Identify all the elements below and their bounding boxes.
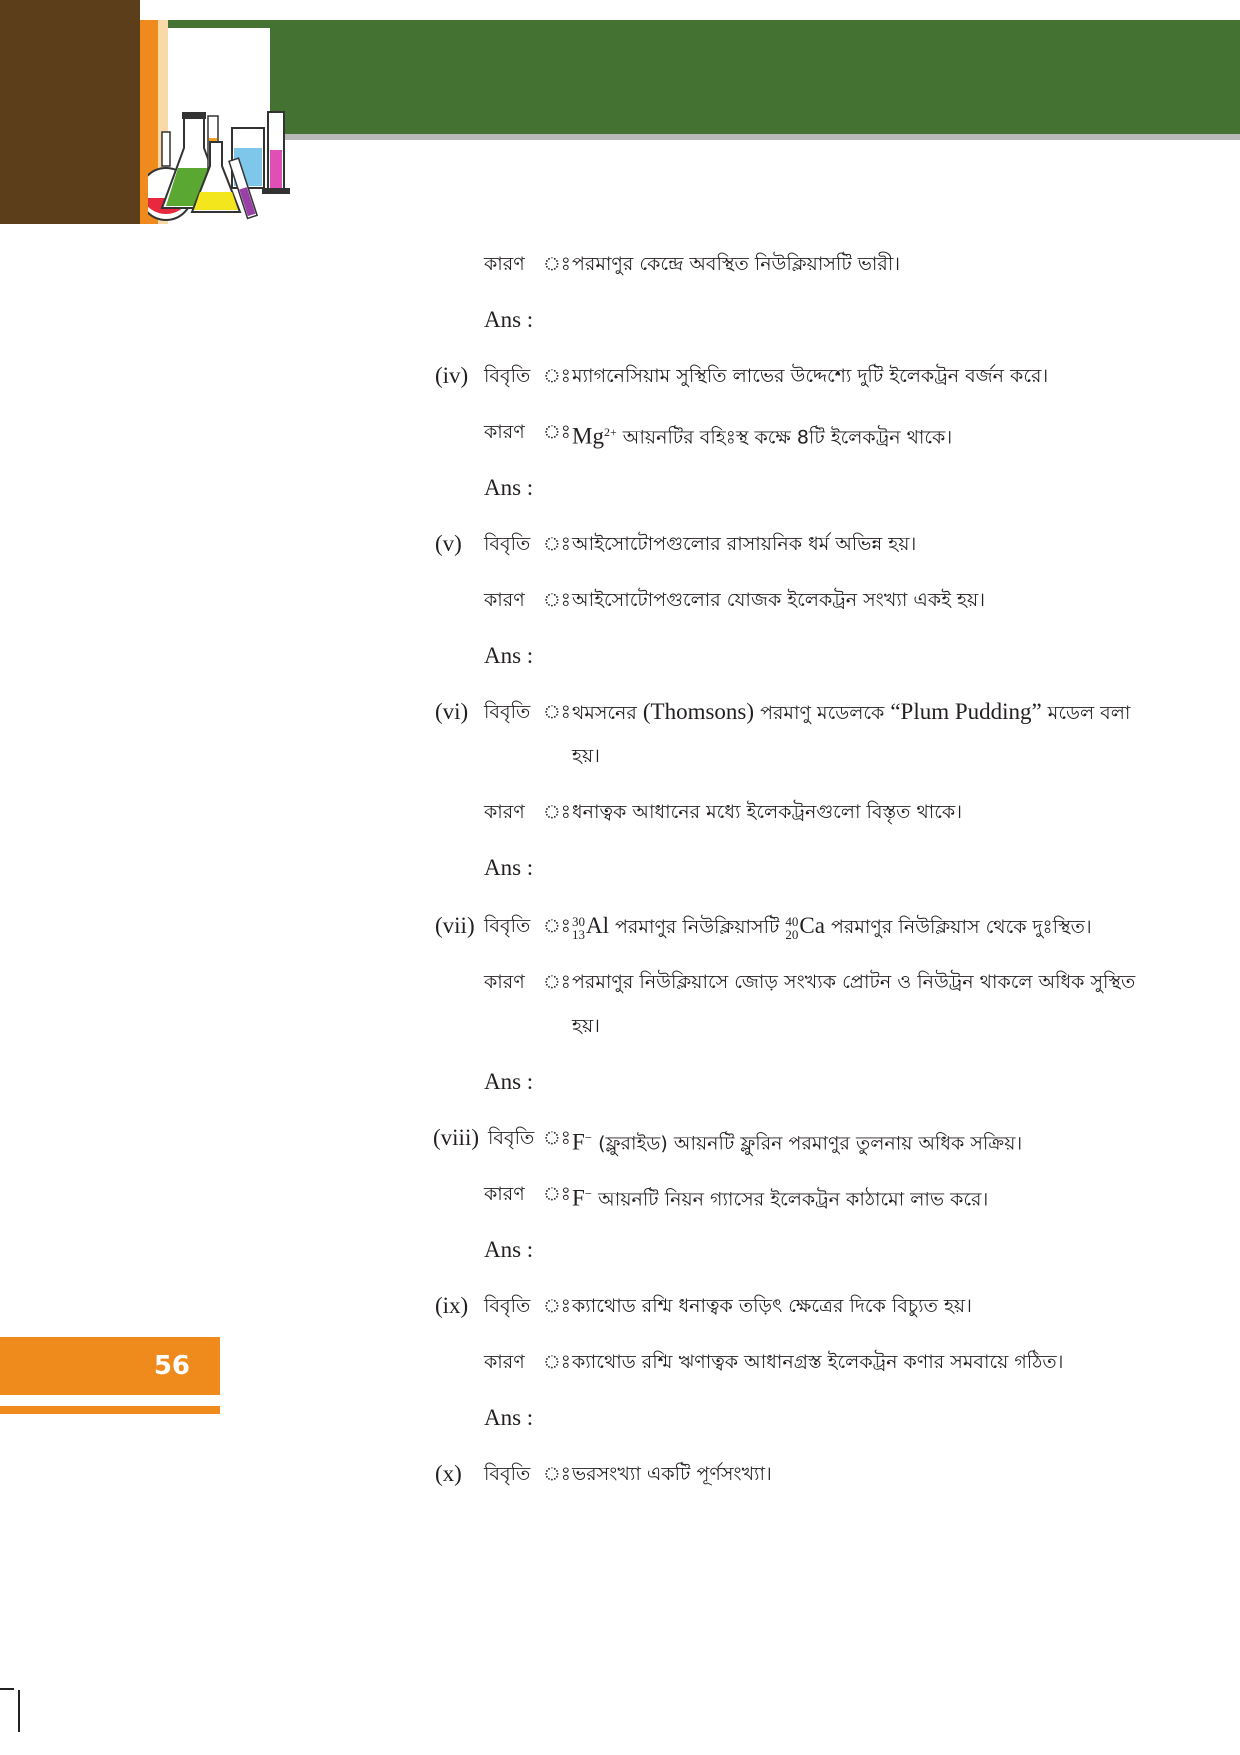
separator: ঃ: [543, 1183, 571, 1205]
item-vi-answer: [0, 848, 1240, 888]
statement-text: ভরসংখ্যা একটি পূর্ণসংখ্যা।: [572, 1463, 772, 1485]
reason-text: আইসোটোপগুলোর যোজক ইলেকট্রন সংখ্যা একই হয়।: [572, 589, 986, 611]
ion-symbol: F: [572, 1129, 585, 1155]
statement-latin: “Plum Pudding”: [890, 699, 1042, 724]
item-number: (viii): [433, 1125, 479, 1150]
statement-label: বিবৃতি: [484, 365, 531, 387]
separator: ঃ: [543, 421, 571, 443]
reason-text: [572, 1174, 988, 1219]
item-number: (x): [435, 1461, 462, 1486]
isotope-numbers: [785, 915, 798, 941]
page-number: 56: [153, 1351, 190, 1381]
separator: ঃ: [543, 1351, 571, 1373]
item-viii-reason: [0, 1174, 1240, 1214]
isotope-numbers: [572, 915, 585, 941]
reason-text: ধনাত্বক আধানের মধ্যে ইলেকট্রনগুলো বিস্তৃত থাকে।: [572, 801, 963, 823]
item-number: (ix): [435, 1293, 469, 1318]
separator: ঃ: [543, 801, 571, 823]
reason-text: পরমাণুর নিউক্লিয়াসে জোড় সংখ্যক প্রোটন ও নিউট্রন থাকলে অধিক সুস্থিত: [572, 971, 1136, 993]
separator: ঃ: [543, 971, 571, 993]
statement-label: বিবৃতি: [488, 1127, 535, 1149]
separator: ঃ: [543, 533, 571, 555]
statement-text: ম্যাগনেসিয়াম সুস্থিতি লাভের উদ্দেশ্যে দুটি ইলেকট্রন বর্জন করে।: [572, 365, 1049, 387]
reason-label: কারণ: [484, 1351, 525, 1373]
separator: ঃ: [543, 701, 571, 723]
item-vii-reason: [0, 962, 1240, 1046]
reason-part: আয়নটি নিয়ন গ্যাসের ইলেকট্রন কাঠামো লাভ করে।: [592, 1188, 989, 1211]
ion-symbol: Mg: [572, 423, 604, 449]
reason-continuation: হয়।: [572, 1015, 600, 1037]
statement-text: [572, 1118, 1022, 1163]
ion-symbol: F: [572, 1185, 585, 1211]
mass-number: 40: [785, 913, 799, 929]
statement-continuation: হয়।: [572, 745, 600, 767]
statement-text: ক্যাথোড রশ্মি ধনাত্বক তড়িৎ ক্ষেত্রের দিকে বিচ্যুত হয়।: [572, 1295, 972, 1317]
item-iv-statement: [0, 356, 1240, 396]
header-green-banner: [270, 20, 1240, 134]
answer-label: Ans :: [484, 643, 534, 668]
answer-label: Ans :: [484, 307, 534, 332]
statement-label: বিবৃতি: [484, 533, 531, 555]
statement-text: [572, 906, 1092, 947]
statement-text: আইসোটোপগুলোর রাসায়নিক ধর্ম অভিন্ন হয়।: [572, 533, 917, 555]
mass-number: 30: [572, 913, 585, 929]
answer-label: Ans :: [484, 855, 534, 880]
statement-label: বিবৃতি: [484, 1295, 531, 1317]
separator: ঃ: [543, 1463, 571, 1485]
statement-label: বিবৃতি: [484, 701, 531, 723]
statement-part: মডেল বলা: [1041, 702, 1131, 724]
item-iii-reason: [0, 244, 1240, 284]
statement-part: (ফ্লুরাইড) আয়নটি ফ্লুরিন পরমাণুর তুলনায় অধিক সক্রিয়।: [592, 1132, 1023, 1155]
statement-latin: (Thomsons): [642, 699, 755, 724]
answer-label: Ans :: [484, 1405, 534, 1430]
separator: ঃ: [543, 589, 571, 611]
ion-charge: −: [584, 1130, 593, 1145]
item-iv-answer: [0, 468, 1240, 508]
crop-mark: [0, 1688, 14, 1690]
ion-charge: −: [584, 1186, 593, 1201]
item-vi-reason: [0, 792, 1240, 832]
item-vii-answer: [0, 1062, 1240, 1102]
lab-flasks-icon: [148, 108, 312, 228]
statement-part: থমসনের: [572, 702, 643, 724]
reason-label: কারণ: [484, 253, 525, 275]
crop-mark: [18, 1690, 20, 1732]
statement-label: বিবৃতি: [484, 915, 531, 937]
reason-text: ক্যাথোড রশ্মি ঋণাত্বক আধানগ্রস্ত ইলেকট্রন কণার সমবায়ে গঠিত।: [572, 1351, 1064, 1373]
reason-label: কারণ: [484, 421, 525, 443]
reason-label: কারণ: [484, 971, 525, 993]
item-v-statement: [0, 524, 1240, 564]
item-iii-answer: [0, 300, 1240, 340]
reason-label: কারণ: [484, 589, 525, 611]
element-symbol: Ca: [799, 913, 825, 938]
item-ix-reason: [0, 1342, 1240, 1382]
statement-part: পরমাণুর নিউক্লিয়াসটি: [609, 916, 786, 938]
reason-text: [572, 412, 952, 457]
reason-text: পরমাণুর কেন্দ্রে অবস্থিত নিউক্লিয়াসটি ভারী।: [572, 253, 901, 275]
item-x-statement: [0, 1454, 1240, 1494]
statement-text: [572, 692, 1130, 733]
element-symbol: Al: [586, 913, 609, 938]
item-v-answer: [0, 636, 1240, 676]
header-brown-block: [0, 0, 140, 224]
item-v-reason: [0, 580, 1240, 620]
separator: ঃ: [543, 253, 571, 275]
ion-charge: 2+: [603, 425, 617, 439]
statement-label: বিবৃতি: [484, 1463, 531, 1485]
item-number: (vi): [435, 699, 469, 724]
item-number: (iv): [435, 363, 469, 388]
reason-rest: আয়নটির বহিঃস্থ কক্ষে 8টি ইলেকট্রন থাকে।: [616, 426, 953, 449]
separator: ঃ: [543, 1127, 571, 1149]
statement-part: পরমাণু মডেলকে: [754, 702, 891, 724]
statement-part: পরমাণুর নিউক্লিয়াস থেকে দুঃস্থিত।: [824, 916, 1092, 938]
item-vii-statement: [0, 906, 1240, 946]
item-vi-statement: [0, 692, 1240, 776]
item-number: (v): [435, 531, 462, 556]
atomic-number: 20: [785, 926, 799, 942]
reason-label: কারণ: [484, 1183, 525, 1205]
header-banner-shadow: [270, 134, 1240, 140]
separator: ঃ: [543, 365, 571, 387]
item-ix-answer: [0, 1398, 1240, 1438]
item-iv-reason: [0, 412, 1240, 452]
reason-label: কারণ: [484, 801, 525, 823]
item-number: (vii): [435, 913, 475, 938]
item-viii-statement: [0, 1118, 1240, 1158]
answer-label: Ans :: [484, 1237, 534, 1262]
separator: ঃ: [543, 915, 571, 937]
item-ix-statement: [0, 1286, 1240, 1326]
answer-label: Ans :: [484, 1069, 534, 1094]
item-viii-answer: [0, 1230, 1240, 1270]
header-green-strip: [168, 20, 270, 28]
separator: ঃ: [543, 1295, 571, 1317]
answer-label: Ans :: [484, 475, 534, 500]
atomic-number: 13: [572, 926, 585, 942]
